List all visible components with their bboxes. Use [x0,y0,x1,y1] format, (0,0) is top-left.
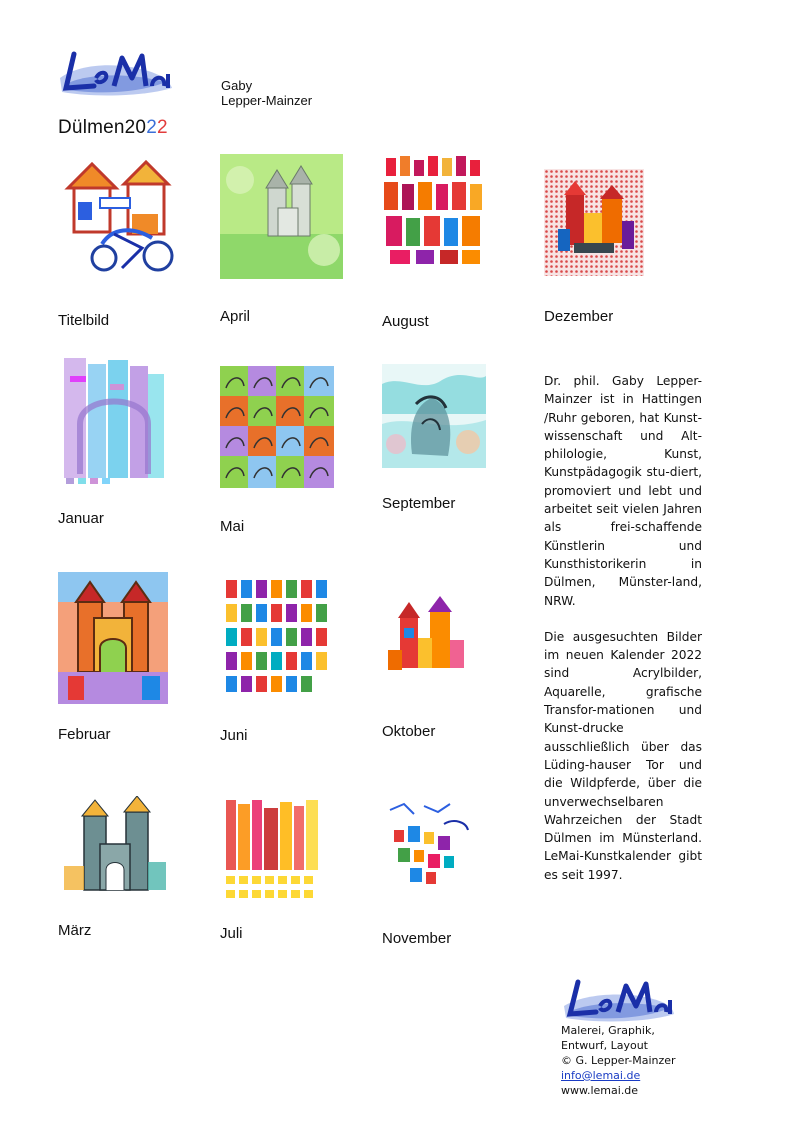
label-maerz: März [58,922,92,939]
label-februar: Februar [58,726,111,743]
email-link[interactable]: info@lemai.de [561,1069,641,1082]
juni-artwork [222,574,334,696]
calendar-title [58,117,168,139]
artist-name [221,78,312,108]
januar-artwork [60,354,168,492]
label-mai: Mai [220,518,245,535]
label-april: April [220,308,251,325]
title-digit-red: 2 [157,117,168,138]
oktober-artwork [384,594,474,684]
footer-contact [561,1023,676,1098]
november-artwork [384,800,472,890]
lemai-logo [56,48,176,100]
bio-paragraph-1: Dr. phil. Gaby Lepper-Mainzer ist in Hattingen /Ruhr geboren, hat Kunst-wissenschaft und Alt-philologie, Kunst, Kunstpädagogik stu-diert, promoviert und lebt und arbeitet seit vielen Jahren als frei-schaffende Künstlerin und Kunsthistorikerin in Dülmen, Münster-land, NRW. [544,374,702,608]
footer-line-1: Malerei, Graphik, [561,1024,655,1037]
april-artwork [220,154,343,279]
mai-artwork [220,366,334,488]
label-dezember: Dezember [544,308,614,325]
label-juli: Juli [220,925,243,942]
footer-line-2: Entwurf, Layout [561,1039,648,1052]
bio-paragraph-2: Die ausgesuchten Bilder im neuen Kalender 2022 sind Acrylbilder, Aquarelle, grafische Transfor-mationen und Kunst-drucke ausschließlich über das Lüding-hauser Tor und die Wildpferde, über die unverwechselbaren Wahrzeichen der Stadt Dülmen im Münsterland. LeMai-Kunstkalender gibt es seit 1997. [544,629,702,882]
titelbild-artwork [62,158,176,278]
footer-lemai-logo [560,978,678,1024]
title-main: Dülmen20 [58,117,147,138]
footer-copyright: © G. Lepper-Mainzer [561,1054,676,1067]
juli-artwork [222,796,330,904]
label-oktober: Oktober [382,723,436,740]
februar-artwork [58,572,168,704]
label-august: August [382,313,429,330]
artist-last-name: Lepper-Mainzer [221,93,313,108]
september-artwork [382,364,486,468]
website-link[interactable]: www.lemai.de [561,1084,639,1097]
title-digit-blue: 2 [146,117,157,138]
artist-bio [544,372,702,902]
label-januar: Januar [58,510,104,527]
label-titelbild: Titelbild [58,312,110,329]
august-artwork [382,152,486,270]
dezember-artwork [544,169,644,276]
artist-first-name: Gaby [221,78,253,93]
maerz-artwork [60,796,170,896]
label-november: November [382,930,452,947]
label-juni: Juni [220,727,248,744]
label-september: September [382,495,456,512]
